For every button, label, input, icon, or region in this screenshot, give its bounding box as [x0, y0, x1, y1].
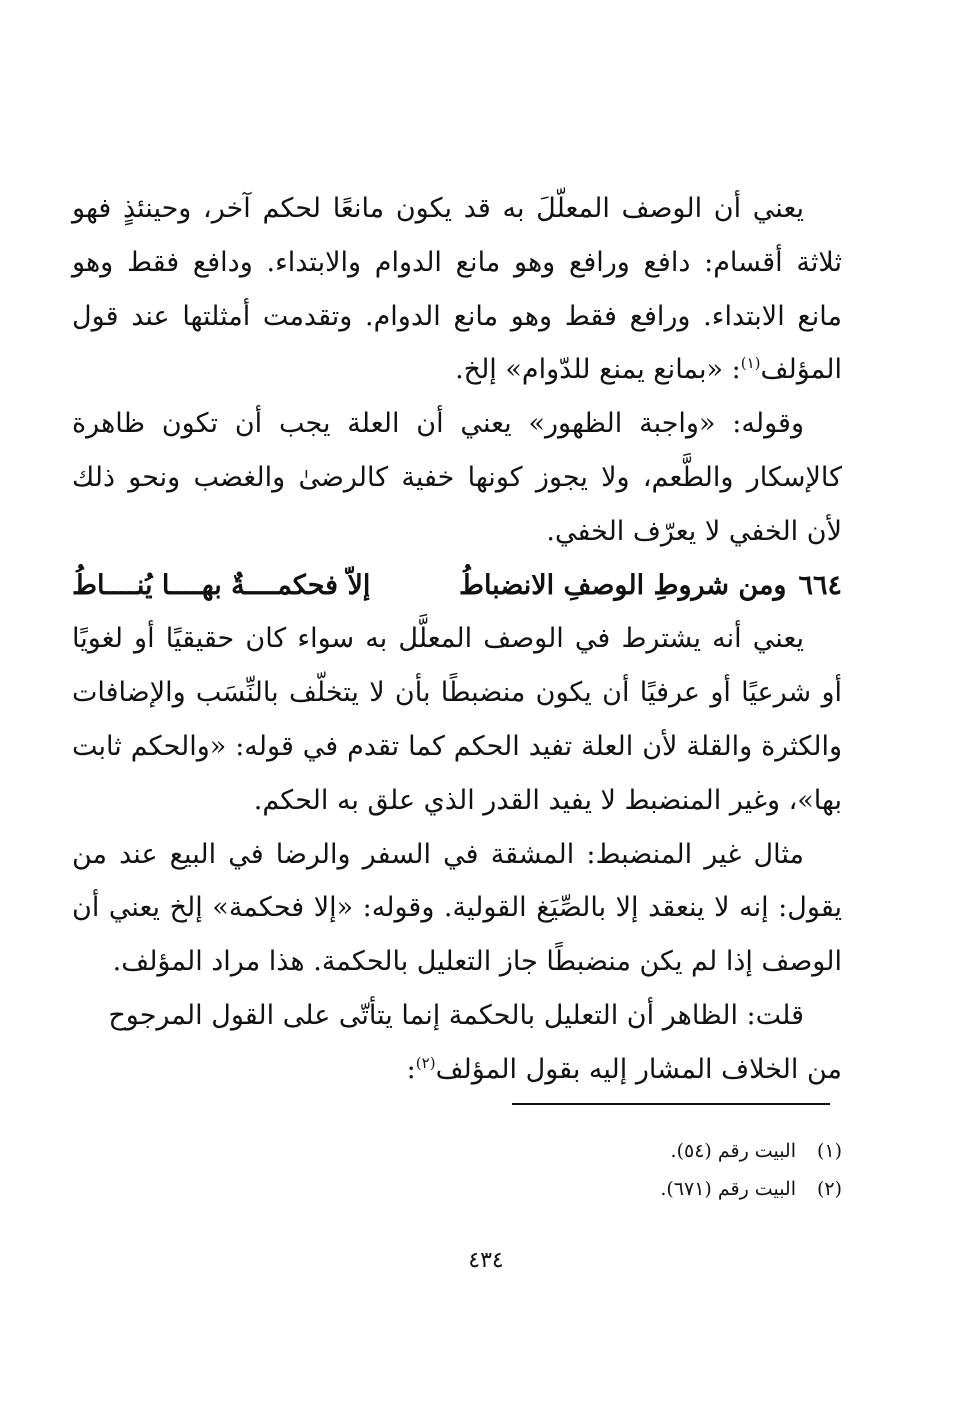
verse-line — [72, 559, 842, 613]
footnote-2 — [72, 1170, 842, 1208]
footnote-separator — [512, 1103, 830, 1105]
footnotes — [72, 1132, 842, 1208]
verse-hemistich-2: إلاّ فحكمــــةٌ بهــــا يُنــــاطُ — [71, 569, 371, 601]
footnote-1-text: البيت رقم (٥٤). — [670, 1140, 796, 1162]
footnote-2-mark: (٢) — [816, 1178, 842, 1200]
page-number: ٤٣٤ — [468, 1248, 504, 1273]
footnote-1-mark: (١) — [816, 1140, 842, 1162]
paragraph-1 — [72, 182, 842, 397]
footnote-ref-1[interactable]: (١) — [740, 354, 761, 373]
paragraph-5-tail: : — [406, 1053, 416, 1085]
main-text — [72, 182, 842, 1097]
paragraph-4: مثال غير المنضبط: المشقة في السفر والرضا في البيع عند من يقول: إنه لا ينعقد إلا بالصِّيَغ القولية. وقوله: «إلا فحكمة» إلخ يعني أن الوصف إذا لم يكن منضبطًا جاز التعليل بالحكمة. هذا مراد المؤلف. — [72, 838, 842, 978]
paragraph-1-tail: : «بمانع يمنع للدّوام» إلخ. — [455, 354, 741, 386]
paragraph-5 — [72, 989, 842, 1097]
verse-hemistich-1: ومن شروطِ الوصفِ الانضباطُ — [458, 569, 787, 601]
paragraph-1-text: يعني أن الوصف المعلّلَ به قد يكون مانعًا لحكم آخر، وحينئذٍ فهو ثلاثة أقسام: دافع ورافع وهو مانع الدوام والابتداء. ودافع فقط وهو مانع الابتداء. ورافع فقط وهو مانع الدوام. وتقدمت أمثلتها عند قول المؤلف — [72, 193, 842, 386]
paragraph-3: يعني أنه يشترط في الوصف المعلَّل به سواء كان حقيقيًا أو لغويًا أو شرعيًا أو عرفيًا أن يكون منضبطًا بأن لا يتخلّف بالنِّسَب والإضافات والكثرة والقلة لأن العلة تفيد الحكم كما تقدم في قوله: «والحكم ثابت بها»، وغير المنضبط لا يفيد القدر الذي علق به الحكم. — [72, 623, 842, 816]
paragraph-5-line-1: قلت: الظاهر أن التعليل بالحكمة إنما يتأتّى على القول المرجوح — [108, 999, 804, 1031]
paragraph-5-line-2: من الخلاف المشار إليه بقول المؤلف — [435, 1053, 842, 1085]
footnote-1 — [72, 1132, 842, 1170]
verse-number: ٦٦٤ — [798, 569, 842, 601]
paragraph-2: وقوله: «واجبة الظهور» يعني أن العلة يجب أن تكون ظاهرة كالإسكار والطَّعم، ولا يجوز كونها خفية كالرضىٰ والغضب ونحو ذلك لأن الخفي لا يعرّف الخفي. — [72, 408, 842, 547]
footnote-2-text: البيت رقم (٦٧١). — [660, 1178, 796, 1200]
footnote-ref-2[interactable]: (٢) — [415, 1053, 436, 1072]
